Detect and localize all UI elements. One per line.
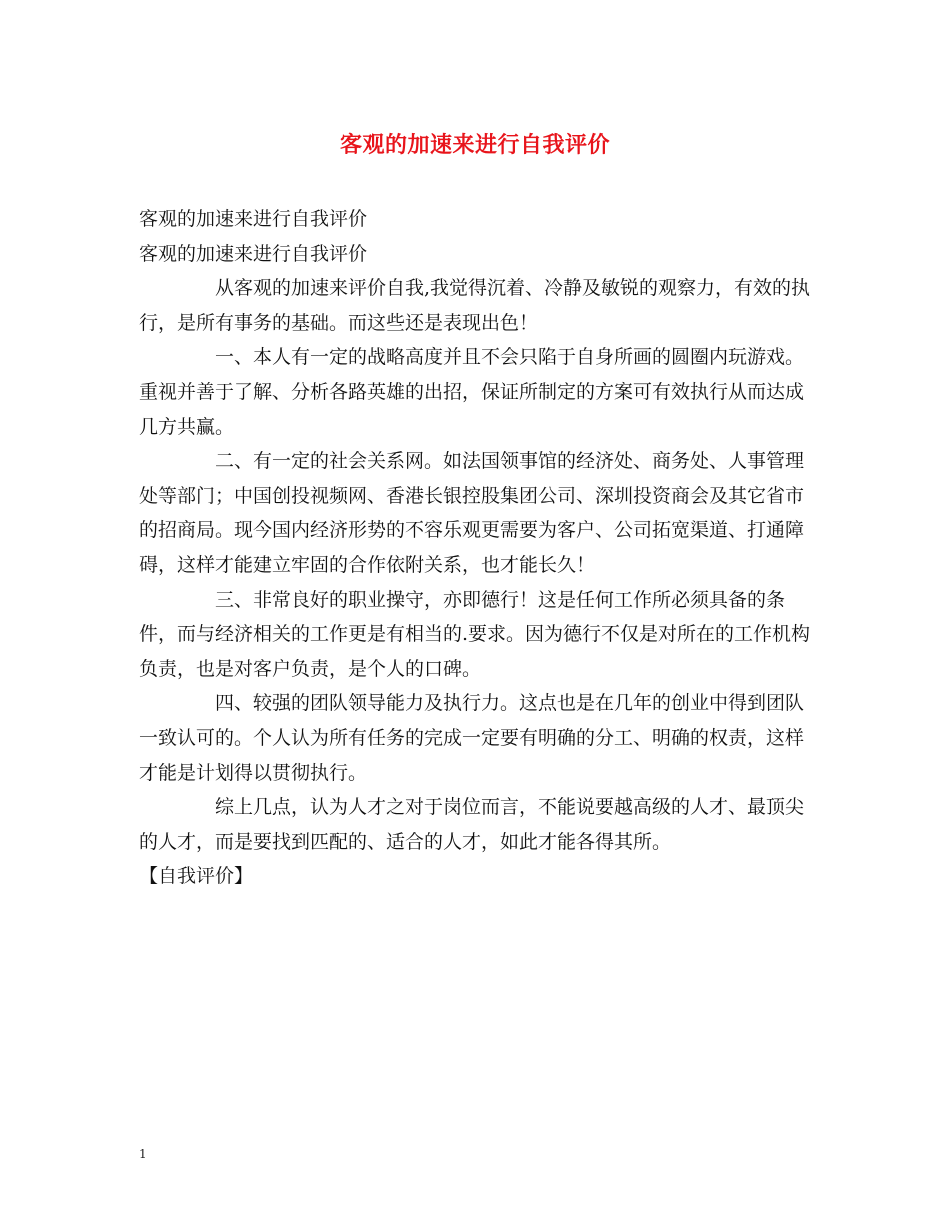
- closing-label: 【自我评价】: [139, 865, 254, 888]
- subtitle-line: 客观的加速来进行自我评价: [139, 208, 368, 230]
- paragraph-point-4: 四、较强的团队领导能力及执行力。这点也是在几年的创业中得到团队一致认可的。个人认为所有任务的完成一定要有明确的分工、明确的权责，这样才能是计划得以贯彻执行。: [139, 692, 805, 784]
- subtitle-line: 客观的加速来进行自我评价: [139, 242, 368, 265]
- paragraph-intro: 从客观的加速来评价自我,我觉得沉着、冷静及敏锐的观察力，有效的执行，是所有事务的基础。而这些还是表现出色！: [139, 277, 811, 334]
- document-body: [139, 202, 819, 894]
- document-title: 客观的加速来进行自我评价: [339, 132, 610, 158]
- paragraph-point-3: 三、非常良好的职业操守，亦即德行！这是任何工作所必须具备的条件，而与经济相关的工作更是有相当的.要求。因为德行不仅是对所在的工作机构负责，也是对客户负责，是个人的口碑。: [139, 588, 811, 680]
- paragraph-summary: 综上几点，认为人才之对于岗位而言，不能说要越高级的人才、最顶尖的人才，而是要找到匹配的、适合的人才，如此才能各得其所。: [139, 796, 805, 853]
- paragraph-point-2: 二、有一定的社会关系网。如法国领事馆的经济处、商务处、人事管理处等部门；中国创投视频网、香港长银控股集团公司、深圳投资商会及其它省市的招商局。现今国内经济形势的不容乐观更需要为客户、公司拓宽渠道、打通障碍，这样才能建立牢固的合作依附关系，也才能长久！: [139, 450, 805, 576]
- paragraph-point-1: 一、本人有一定的战略高度并且不会只陷于自身所画的圆圈内玩游戏。重视并善于了解、分析各路英雄的出招，保证所制定的方案可有效执行从而达成几方共赢。: [139, 346, 805, 438]
- page-number: 1: [139, 1147, 147, 1161]
